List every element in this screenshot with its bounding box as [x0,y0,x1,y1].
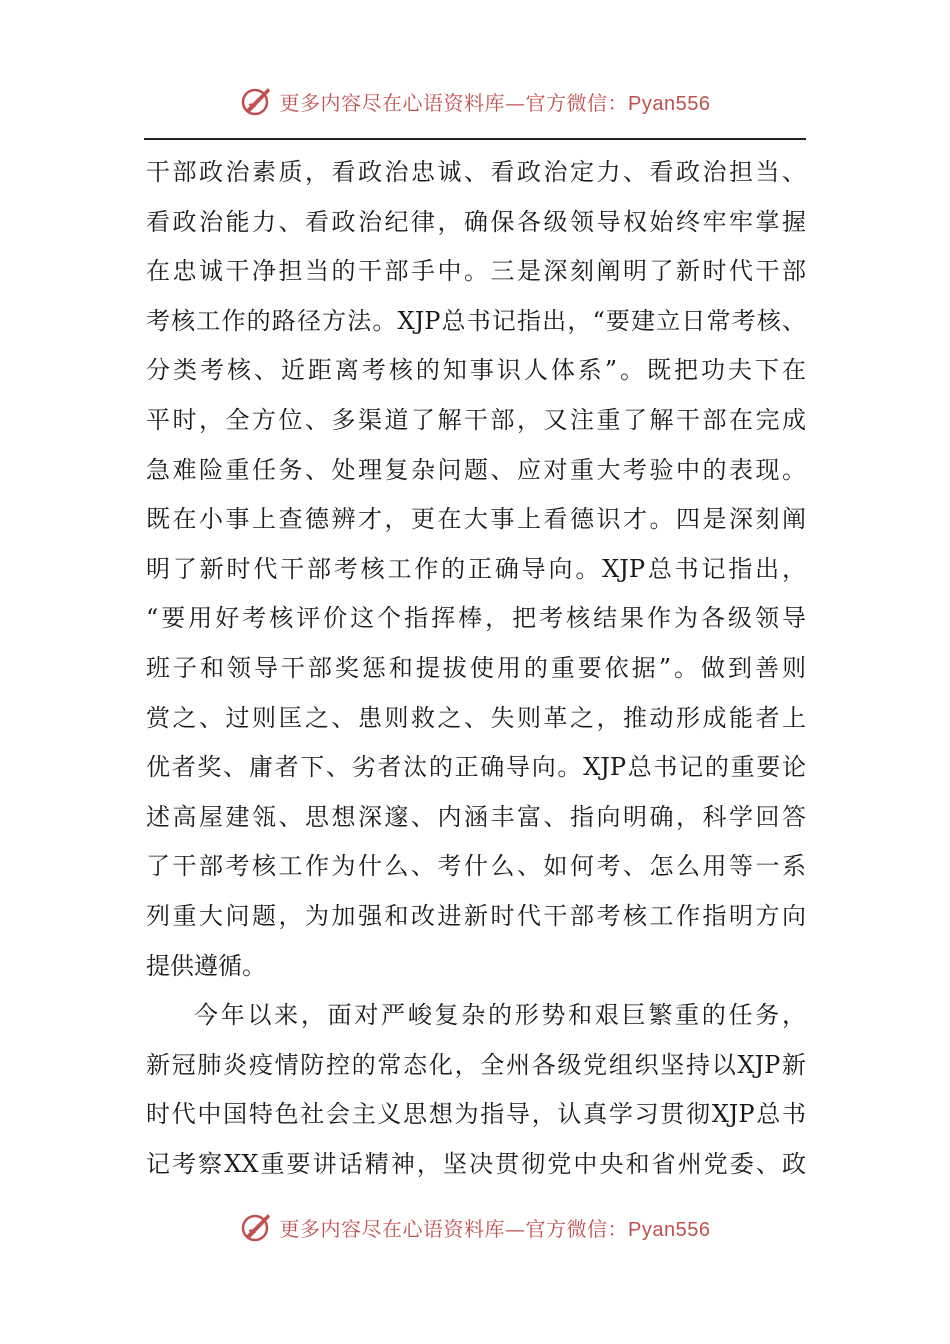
text-line: 急难险重任务、处理复杂问题、应对重大考验中的表现。 [146,455,806,484]
quill-seal-icon [240,84,274,118]
text-line: 提供遵循。 [146,951,266,980]
text-line: 了干部考核工作为什么、考什么、如何考、怎么用等一系 [146,852,806,881]
header-wechat-id: Pyan556 [628,92,711,115]
text-line: 优者奖、庸者下、劣者汰的正确导向。XJP总书记的重要论 [146,753,806,782]
text-line: 班子和领导干部奖惩和提拔使用的重要依据”。做到善则 [146,653,806,682]
text-line: 明了新时代干部考核工作的正确导向。XJP总书记指出， [146,554,806,583]
text-line: “要用好考核评价这个指挥棒，把考核结果作为各级领导 [146,604,806,633]
text-line: 分类考核、近距离考核的知事识人体系”。既把功夫下在 [146,356,806,385]
document-body [146,148,806,1189]
text-line: 新冠肺炎疫情防控的常态化，全州各级党组织坚持以XJP新 [146,1050,806,1079]
text-line: 记考察XX重要讲话精神，坚决贯彻党中央和省州党委、政 [146,1149,806,1178]
quill-seal-icon [240,1210,274,1244]
text-line: 列重大问题，为加强和改进新时代干部考核工作指明方向 [146,901,806,930]
text-line: 在忠诚干净担当的干部手中。三是深刻阐明了新时代干部 [146,257,806,286]
header-divider [144,138,806,140]
text-line: 干部政治素质，看政治忠诚、看政治定力、看政治担当、 [146,158,806,186]
text-line-paragraph-start: 今年以来，面对严峻复杂的形势和艰巨繁重的任务， [194,1001,806,1030]
footer-banner-text: 更多内容尽在心语资料库—官方微信： [279,1216,629,1241]
footer-wechat-id: Pyan556 [628,1218,711,1241]
text-line: 看政治能力、看政治纪律，确保各级领导权始终牢牢掌握 [146,207,806,236]
text-line: 平时，全方位、多渠道了解干部，又注重了解干部在完成 [146,405,806,434]
header-banner-text: 更多内容尽在心语资料库—官方微信： [279,90,629,115]
text-line: 述高屋建瓴、思想深邃、内涵丰富、指向明确，科学回答 [146,802,806,831]
header-banner [0,84,950,118]
footer-banner [0,1210,950,1244]
text-line: 考核工作的路径方法。XJP总书记指出，“要建立日常考核、 [146,306,806,335]
text-line: 赏之、过则匡之、患则救之、失则革之，推动形成能者上 [146,703,806,732]
text-line: 时代中国特色社会主义思想为指导，认真学习贯彻XJP总书 [146,1100,806,1129]
text-line: 既在小事上查德辨才，更在大事上看德识才。四是深刻阐 [146,505,806,534]
